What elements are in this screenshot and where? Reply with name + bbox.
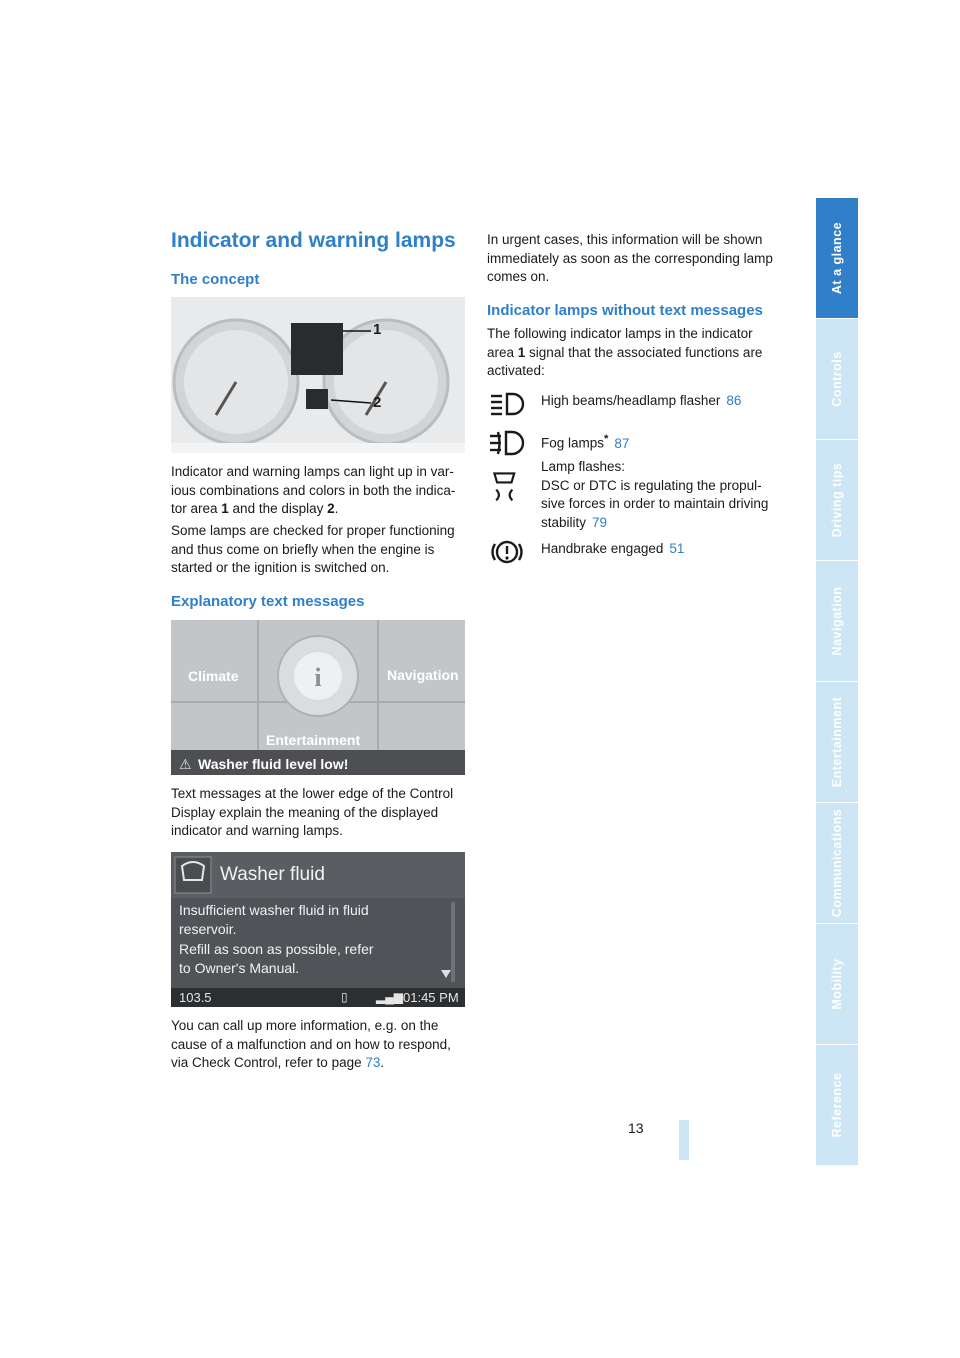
tab-communications[interactable]: Communications	[816, 803, 858, 923]
page-ref-79[interactable]: 79	[592, 514, 608, 530]
menu-warning-message: Washer fluid level low!	[198, 756, 349, 772]
tab-at-a-glance[interactable]: At a glance	[816, 198, 858, 318]
page-ref-87[interactable]: 87	[614, 435, 630, 451]
radio-frequency: 103.5	[179, 990, 212, 1005]
warning-triangle-icon: ⚠	[179, 756, 192, 772]
high-beam-icon	[487, 392, 527, 428]
dsc-line-4: stability	[541, 514, 587, 530]
washer-fluid-screen-image	[171, 852, 465, 1007]
explanatory-paragraph-1: Text messages at the lower edge of the Control Display explain the meaning of the displayed indicator and warning lamps.	[171, 786, 454, 838]
no-text-heading: Indicator lamps without text messages	[487, 302, 763, 319]
concept-heading: The concept	[171, 271, 260, 288]
tab-controls[interactable]: Controls	[816, 319, 858, 439]
callout-1: 1	[373, 321, 382, 338]
menu-entertainment: Entertainment	[266, 732, 361, 748]
optional-equipment-star: *	[604, 433, 609, 445]
screen-line-1: Insufficient washer fluid in fluid	[179, 902, 369, 918]
phone-icon: ▯	[341, 990, 348, 1004]
svg-text:i: i	[314, 663, 322, 692]
tab-navigation[interactable]: Navigation	[816, 561, 858, 681]
clock-time: 01:45 PM	[403, 990, 459, 1005]
instrument-cluster-image	[171, 297, 465, 453]
screen-line-2: reservoir.	[179, 921, 237, 937]
dsc-line-3: sive forces in order to maintain driving	[541, 496, 769, 511]
screen-title: Washer fluid	[220, 864, 325, 885]
fog-lamps-label: Fog lamps	[541, 435, 605, 451]
tab-entertainment[interactable]: Entertainment	[816, 682, 858, 802]
page-ref-86[interactable]: 86	[726, 393, 742, 408]
tab-mobility[interactable]: Mobility	[816, 924, 858, 1044]
page-ref-73[interactable]: 73	[365, 1055, 381, 1070]
dsc-line-1: Lamp flashes:	[541, 459, 626, 474]
concept-paragraph-1: Indicator and warning lamps can light up in var- ious combinations and colors in both the indica- tor area 1 and the display 2.	[171, 464, 456, 516]
handbrake-icon	[487, 540, 527, 576]
explanatory-paragraph-2: You can call up more information, e.g. on the cause of a malfunction and on how to respond, via Check Control, refer to page 73.	[171, 1018, 451, 1070]
tab-reference[interactable]: Reference	[816, 1045, 858, 1165]
screen-line-3: Refill as soon as possible, refer	[179, 941, 374, 957]
menu-navigation: Navigation	[387, 667, 459, 683]
menu-climate: Climate	[188, 668, 239, 684]
high-beam-label: High beams/headlamp flasher	[541, 393, 721, 408]
page-number: 13	[628, 1120, 644, 1136]
callout-2: 2	[373, 394, 382, 411]
urgent-paragraph: In urgent cases, this information will be shown immediately as soon as the corresponding lamp comes on.	[487, 232, 773, 284]
no-text-intro: The following indicator lamps in the indicator area 1 signal that the associated functions are activated:	[487, 326, 763, 378]
chapter-tabs	[816, 198, 858, 1166]
explanatory-heading: Explanatory text messages	[171, 593, 365, 610]
screen-line-4: to Owner's Manual.	[179, 960, 300, 976]
tab-driving-tips[interactable]: Driving tips	[816, 440, 858, 560]
fog-lamp-icon	[487, 430, 527, 466]
dsc-line-2: DSC or DTC is regulating the propul-	[541, 477, 762, 493]
control-display-menu-image	[171, 620, 465, 775]
concept-paragraph-2: Some lamps are checked for proper functioning and thus come on briefly when the engine is started or the ignition is switched on.	[171, 523, 455, 575]
page-marker	[679, 1120, 689, 1160]
handbrake-label: Handbrake engaged	[541, 541, 664, 556]
page-title: Indicator and warning lamps	[171, 229, 456, 252]
signal-icon: ▂▄▆	[376, 990, 403, 1004]
dsc-icon	[487, 468, 527, 504]
page-ref-51[interactable]: 51	[669, 541, 685, 556]
